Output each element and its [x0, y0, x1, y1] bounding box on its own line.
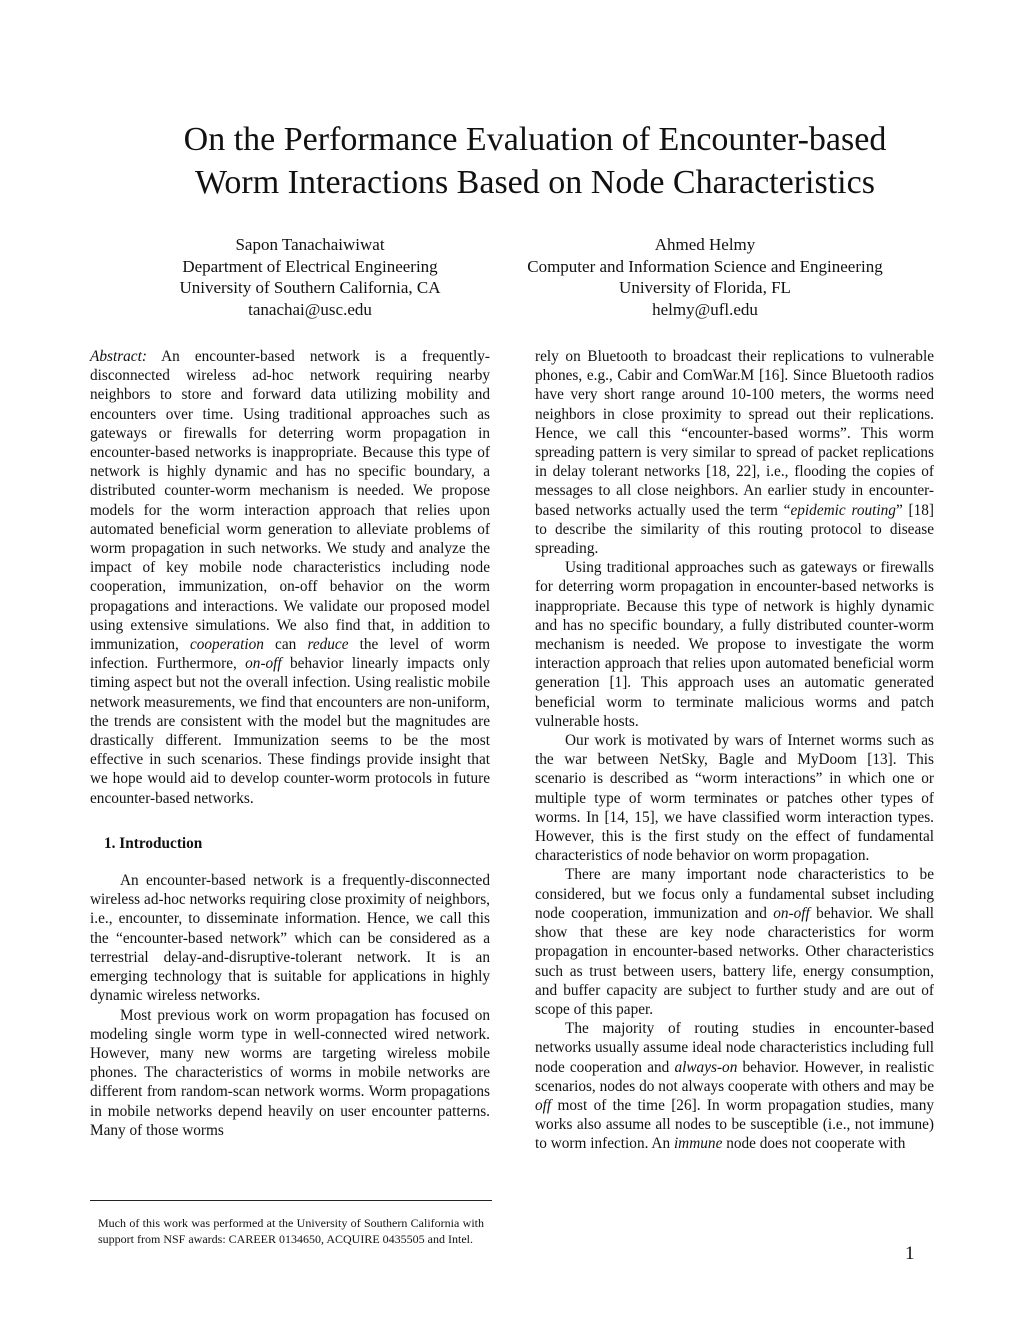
emphasis: always-on: [674, 1058, 738, 1076]
emphasis: epidemic routing: [790, 501, 896, 519]
abstract: [90, 347, 490, 808]
footnote-divider: [90, 1200, 492, 1201]
footnote: Much of this work was performed at the University of Southern California with support from NSF awards: CAREER 0134650, ACQUIRE 0435505 and Intel.: [98, 1216, 484, 1246]
abstract-text: behavior linearly impacts only timing aspect but not the overall infection. Using realistic mobile network measurements, we find that encounters are non-uniform, the trends are consistent with the model but the magnitudes are drastically different. Immunization seems to be the most effective in such scenarios. These findings provide insight that we hope would aid to develop counter-worm protocols in future encounter-based networks.: [90, 655, 490, 807]
author-department: Department of Electrical Engineering: [182, 256, 438, 276]
body-paragraph: Our work is motivated by wars of Internet worms such as the war between NetSky, Bagle and MyDoom [13]. This scenario is described as “worm interactions” in which one or multiple type of worm terminates or patches other types of worms. In [14, 15], we have classified worm interaction types. However, this is the first study on the effect of fundamental characteristics of node behavior on worm propagation.: [535, 732, 934, 865]
body-paragraph: An encounter-based network is a frequently-disconnected wireless ad-hoc networks requiring close proximity of neighbors, i.e., encounter, to disseminate information. Hence, we call this the “encounter-based network” which can be considered as a terrestrial delay-and-disruptive-tolerant network. It is an emerging technology that is suitable for applications in highly dynamic wireless networks.: [90, 872, 490, 1005]
body-text: The majority of routing studies in encounter-based networks usually assume ideal node characteristics including full node cooperation and: [535, 1020, 934, 1076]
body-paragraph: [535, 865, 934, 1019]
author-block-2: [500, 234, 910, 320]
body-paragraph: Using traditional approaches such as gateways or firewalls for deterring worm propagation in encounter-based networks is inappropriate. Because this type of network is highly dynamic and has no specific boundary, a fully distributed counter-worm mechanism is needed. We propose to investigate the worm interaction approach that relies upon automated beneficial worm generation [1]. This approach uses an automatic generated beneficial worm to terminate malicious worms and patch vulnerable hosts.: [535, 559, 934, 730]
title-line: Worm Interactions Based on Node Characteristics: [195, 164, 875, 201]
page-number: 1: [905, 1243, 915, 1264]
body-text: There are many important node characteristics to be considered, but we focus only a fundamental subset including node cooperation, immunization and: [535, 866, 934, 922]
emphasis: off: [535, 1096, 552, 1114]
emphasis: immune: [673, 1135, 723, 1153]
body-paragraph: [535, 347, 934, 558]
title-line: On the Performance Evaluation of Encounter-based: [183, 121, 887, 158]
abstract-text: the level of worm infection. Furthermore,: [90, 636, 490, 673]
paper-title: [100, 118, 970, 204]
author-email: helmy@ufl.edu: [652, 299, 758, 319]
author-institution: University of Florida, FL: [619, 278, 791, 297]
emphasis: on-off: [245, 655, 282, 673]
emphasis: reduce: [307, 636, 349, 654]
author-institution: University of Southern California, CA: [179, 278, 441, 297]
emphasis: on-off: [773, 904, 810, 922]
body-paragraph: Most previous work on worm propagation has focused on modeling single worm type in well-connected wired network. However, many new worms are targeting wireless mobile phones. The characteristics of worms in mobile networks are different from random-scan network worms. Worm propagations in mobile networks depend heavily on user encounter patterns. Many of those worms: [90, 1006, 490, 1139]
author-email: tanachai@usc.edu: [248, 299, 372, 319]
emphasis: cooperation: [189, 636, 264, 654]
body-paragraph: [535, 1019, 934, 1153]
abstract-label: Abstract:: [90, 348, 147, 365]
body-text: rely on Bluetooth to broadcast their replications to vulnerable phones, e.g., Cabir and ComWar.M [16]. Since Bluetooth radios have very short range around 10-100 meters, the worms need neighbors in close proximity to spread out their replications. Hence, we call this “encounter-based worms”. This worm spreading pattern is very similar to spread of packet replications in delay tolerant networks [18, 22], i.e., flooding the copies of messages to all close neighbors. An earlier study in encounter-based networks actually used the term “: [535, 348, 934, 519]
author-name: Ahmed Helmy: [654, 235, 756, 254]
left-column: [90, 347, 490, 1140]
section-heading: 1. Introduction: [104, 834, 203, 852]
right-column: [535, 347, 934, 1154]
author-block-1: [135, 234, 485, 320]
body-text: node does not cooperate with: [722, 1135, 906, 1153]
body-text: most of the time [26]. In worm propagation studies, many works also assume all nodes to be susceptible (i.e., not immune) to worm infection. An: [535, 1096, 934, 1153]
author-name: Sapon Tanachaiwiwat: [235, 235, 385, 254]
body-text: ” [18] to describe the similarity of this routing protocol to disease spreading.: [535, 501, 934, 558]
abstract-text: can: [263, 636, 308, 654]
abstract-text: An encounter-based network is a frequently-disconnected wireless ad-hoc network requiring nearby neighbors to store and forward data utilizing mobility and encounters over time. Using traditional approaches such as gateways or firewalls for deterring worm propagation in encounter-based networks is inappropriate. Because this type of network is highly dynamic and has no specific boundary, a distributed counter-worm mechanism is needed. We propose models for the worm interaction approach that relies upon automated beneficial worm generation to alleviate problems of worm propagation in such networks. We study and analyze the impact of key mobile node characteristics including node cooperation, immunization, on-off behavior on the worm propagations and interactions. We validate our proposed model using extensive simulations. We also find that, in addition to immunization,: [90, 348, 490, 654]
author-department: Computer and Information Science and Engineering: [527, 256, 883, 276]
body-text: behavior. However, in realistic scenarios, nodes do not always cooperate with others and may be: [535, 1058, 934, 1095]
body-text: behavior. We shall show that these are key node characteristics for worm propagation in encounter-based networks. Other characteristics such as trust between users, battery life, energy consumption, and buffer capacity are subject to further study and are out of scope of this paper.: [535, 904, 934, 1018]
